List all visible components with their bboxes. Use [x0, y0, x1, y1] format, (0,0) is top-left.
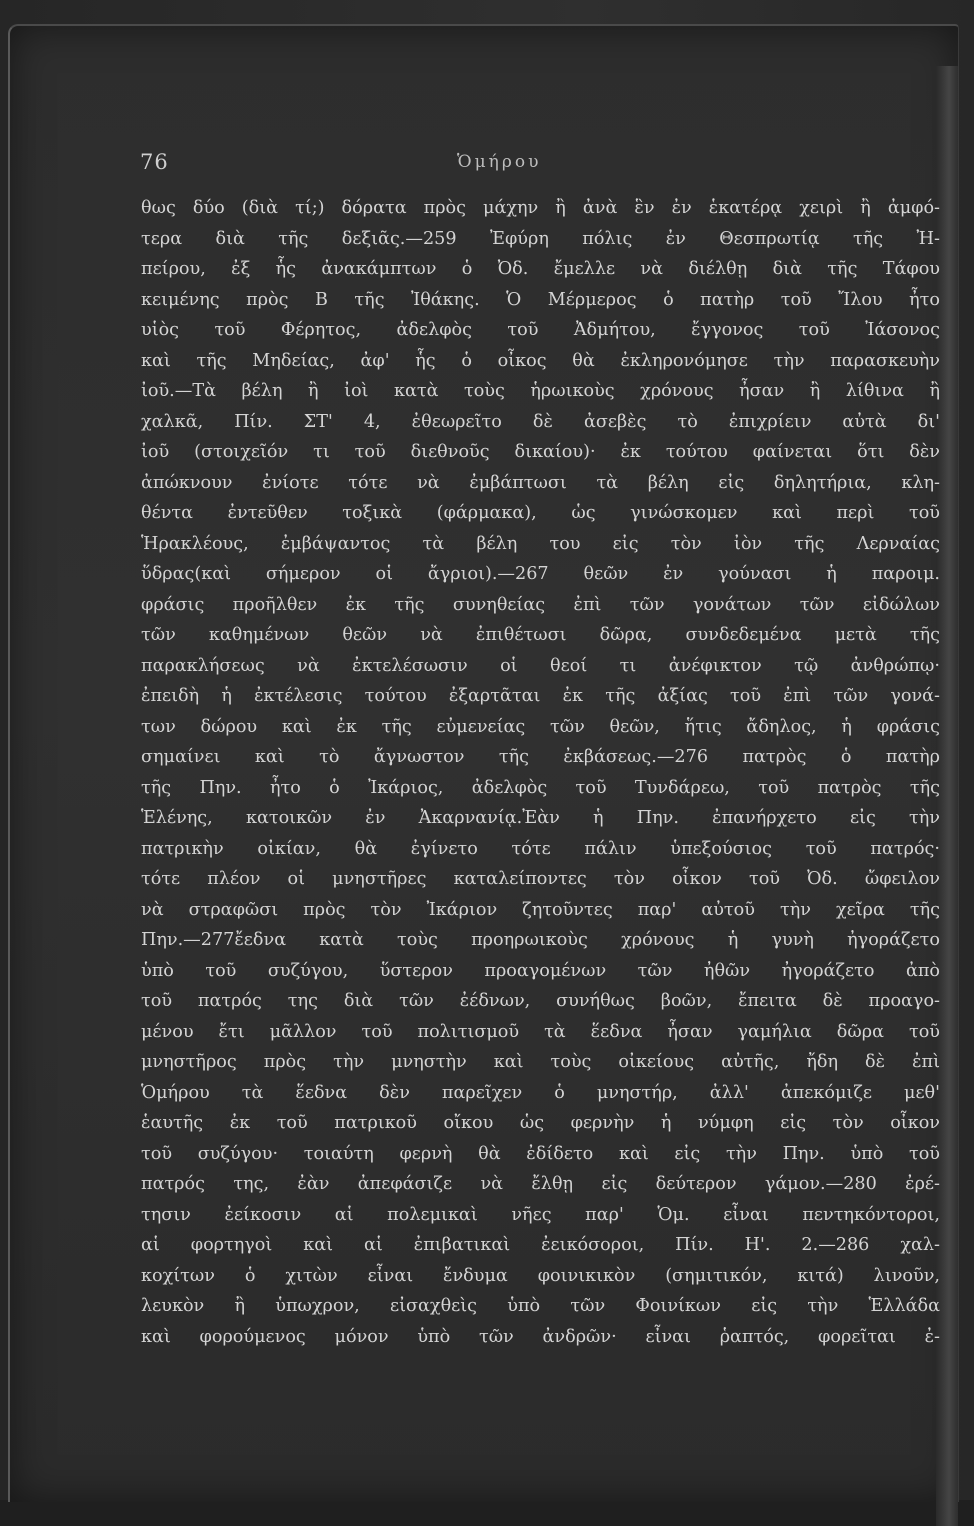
- text-line: των δώρου καὶ ἐκ τῆς εὐμενείας τῶν θεῶν, ἥτις ἄδηλος, ἡ φράσις: [141, 716, 940, 737]
- page-header: [140, 150, 940, 180]
- text-line: ἐπειδὴ ἡ ἐκτέλεσις τούτου ἐξαρτᾶται ἐκ τῆς ἀξίας τοῦ ἐπὶ τῶν γονά-: [141, 686, 940, 706]
- text-line: τοῦ πατρός της διὰ τῶν ἐέδνων, συνήθως βοῶν, ἔπειτα δὲ προαγο-: [141, 991, 940, 1011]
- text-line: κοχίτων ὁ χιτὼν εἶναι ἔνδυμα φοινικικὸν (σημιτικόν, κιτά) λινοῦν,: [141, 1265, 940, 1286]
- text-line: ἰοῦ (στοιχεῖόν τι τοῦ διεθνοῦς δικαίου)· ἐκ τούτου φαίνεται ὅτι δὲν: [141, 442, 940, 462]
- text-line: μένου ἔτι μᾶλλον τοῦ πολιτισμοῦ τὰ ἕεδνα ἦσαν γαμήλια δῶρα τοῦ: [141, 1021, 940, 1042]
- text-line: θέντα ἐντεῦθεν τοξικὰ (φάρμακα), ὡς γινώσκομεν καὶ περὶ τοῦ: [141, 503, 940, 523]
- text-line: καὶ φορούμενος μόνον ὑπὸ τῶν ἀνδρῶν· εἶναι ῥαπτός, φορεῖται ἐ-: [141, 1326, 940, 1347]
- text-line: ὕδρας(καὶ σήμερον οἱ ἄγριοι).—267 θεῶν ἐν γούνασι ἡ παροιμ.: [141, 564, 940, 584]
- text-line: υἱὸς τοῦ Φέρητος, ἀδελφὸς τοῦ Ἀδμήτου, ἔγγονος τοῦ Ἰάσονος: [141, 320, 940, 340]
- text-line: νὰ στραφῶσι πρὸς τὸν Ἰκάριον ζητοῦντες παρ' αὐτοῦ τὴν χεῖρα τῆς: [141, 899, 940, 920]
- text-line: τοῦ συζύγου· τοιαύτη φερνὴ θὰ ἐδίδετο καὶ εἰς τὴν Πην. ὑπὸ τοῦ: [141, 1143, 940, 1164]
- text-line: Ἑλένης, κατοικῶν ἐν Ἀκαρνανίᾳ.Ἐὰν ἡ Πην. ἐπανήρχετο εἰς τὴν: [141, 808, 940, 828]
- text-line: τῶν καθημένων θεῶν νὰ ἐπιθέτωσι δῶρα, συνδεδεμένα μετὰ τῆς: [141, 625, 940, 645]
- running-head: Ὁμήρου: [457, 152, 542, 172]
- text-line: ὑπὸ τοῦ συζύγου, ὕστερον προαγομένων τῶν ἠθῶν ἠγοράζετο ἀπὸ: [141, 960, 940, 981]
- text-line: Ἡρακλέους, ἐμβάψαντος τὰ βέλη του εἰς τὸν ἰὸν τῆς Λερναίας: [141, 533, 940, 554]
- text-line: σημαίνει καὶ τὸ ἄγνωστον τῆς ἐκβάσεως.—276 πατρὸς ὁ πατὴρ: [141, 747, 940, 767]
- text-line: καὶ τῆς Μηδείας, ἀφ' ἧς ὁ οἶκος θὰ ἐκληρονόμησε τὴν παρασκευὴν: [141, 350, 940, 371]
- text-line: κειμένης πρὸς Β τῆς Ἰθάκης. Ὁ Μέρμερος ὁ πατὴρ τοῦ Ἴλου ἦτο: [141, 289, 940, 310]
- text-line: Πην.—277ἔεδνα κατὰ τοὺς προηρωικοὺς χρόνους ἡ γυνὴ ἠγοράζετο: [141, 930, 940, 950]
- text-line: πατρός της, ἐὰν ἀπεφάσιζε νὰ ἔλθῃ εἰς δεύτερον γάμον.—280 ἐρέ-: [141, 1174, 940, 1194]
- text-line: αἱ φορτηγοὶ καὶ αἱ ἐπιβατικαὶ ἐεικόσοροι, Πίν. Η'. 2.—286 χαλ-: [141, 1235, 940, 1255]
- text-line: ἑαυτῆς ἐκ τοῦ πατρικοῦ οἴκου ὡς φερνὴν ἡ νύμφη εἰς τὸν οἶκον: [141, 1113, 940, 1133]
- text-line: φράσις προῆλθεν ἐκ τῆς συνηθείας ἐπὶ τῶν γονάτων τῶν εἰδώλων: [141, 594, 940, 615]
- text-line: λευκὸν ἢ ὑπωχρον, εἰσαχθεὶς ὑπὸ τῶν Φοινίκων εἰς τὴν Ἑλλάδα: [141, 1296, 940, 1316]
- text-line: χαλκᾶ, Πίν. ΣΤ' 4, ἐθεωρεῖτο δὲ ἀσεβὲς τὸ ἐπιχρίειν αὐτὰ δι': [141, 411, 940, 432]
- text-line: τησιν ἐείκοσιν αἱ πολεμικαὶ νῆες παρ' Ὁμ. εἶναι πεντηκόντοροι,: [141, 1204, 940, 1225]
- text-line: ἀπώκνουν ἐνίοτε τότε νὰ ἐμβάπτωσι τὰ βέλη εἰς δηλητήρια, κλη-: [141, 472, 940, 493]
- text-line: τερα διὰ τῆς δεξιᾶς.—259 Ἐφύρη πόλις ἐν Θεσπρωτίᾳ τῆς Ἠ-: [141, 228, 940, 249]
- text-line: Ὁμήρου τὰ ἕεδνα δὲν παρεῖχεν ὁ μνηστήρ, ἀλλ' ἀπεκόμιζε μεθ': [141, 1082, 940, 1103]
- text-line: πείρου, ἐξ ἧς ἀνακάμπτων ὁ Ὀδ. ἔμελλε νὰ διέλθῃ διὰ τῆς Τάφου: [141, 259, 940, 279]
- text-line: μνηστῆρος πρὸς τὴν μνηστὴν καὶ τοὺς οἰκείους αὐτῆς, ἤδη δὲ ἐπὶ: [141, 1052, 940, 1072]
- text-line: τότε πλέον οἱ μνηστῆρες καταλείποντες τὸν οἶκον τοῦ Ὀδ. ὤφειλον: [141, 869, 940, 889]
- text-line: πατρικὴν οἰκίαν, θὰ ἐγίνετο τότε πάλιν ὑπεξούσιος τοῦ πατρός·: [141, 838, 940, 859]
- text-line: θως δύο (διὰ τί;) δόρατα πρὸς μάχην ἢ ἀνὰ ἓν ἐν ἑκατέρᾳ χειρὶ ἢ ἀμφό-: [141, 198, 940, 218]
- page-number: 76: [140, 150, 169, 174]
- text-line: παρακλήσεως νὰ ἐκτελέσωσιν οἱ θεοί τι ἀνέφικτον τῷ ἀνθρώπῳ·: [141, 655, 940, 676]
- body-text: [141, 193, 940, 1352]
- text-line: ἰοῦ.—Τὰ βέλη ἢ ἰοὶ κατὰ τοὺς ἡρωικοὺς χρόνους ἦσαν ἢ λίθινα ἢ: [141, 381, 940, 401]
- text-line: τῆς Πην. ἦτο ὁ Ἰκάριος, ἀδελφὸς τοῦ Τυνδάρεω, τοῦ πατρὸς τῆς: [141, 777, 940, 798]
